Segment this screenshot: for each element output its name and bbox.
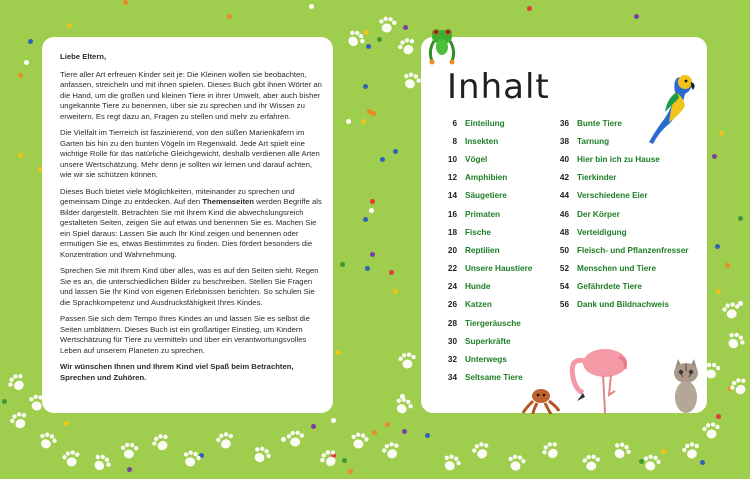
- letter-paragraph-5: Passen Sie sich dem Tempo Ihres Kindes an und lassen Sie es selbst die Seiten umblättern. Dieses Buch ist ein großartiger Einstieg, um Kindern Wertschätzung für Tiere zu vermitteln und über ein verantwortungsvolles Leben auf unserem Planeten zu sprechen.: [60, 314, 310, 355]
- toc-entry: [547, 223, 688, 241]
- toc-entry: [435, 278, 532, 296]
- paw-print-icon: [177, 445, 204, 472]
- background-dot: [634, 14, 639, 19]
- letter-p3-intro: Dieses Buch bietet viele Möglichkeiten, miteinander zu sprechen und gemeinsam Dinge zu entdecken. Auf den: [60, 186, 295, 206]
- toc-entry: [435, 169, 532, 187]
- paw-print-icon: [146, 428, 176, 458]
- background-dot: [527, 6, 532, 11]
- background-dot: [370, 252, 375, 257]
- paw-print-icon: [467, 437, 496, 466]
- toc-entry: [435, 350, 532, 368]
- background-dot: [370, 199, 375, 204]
- paw-print-icon: [724, 372, 750, 402]
- background-dot: [389, 270, 394, 275]
- toc-entry-title: Fische: [465, 227, 491, 237]
- toc-entry: [547, 187, 688, 205]
- paw-print-icon: [638, 450, 665, 477]
- background-dot: [363, 217, 368, 222]
- paw-print-icon: [375, 13, 399, 37]
- paw-print-icon: [340, 24, 371, 55]
- paw-print-icon: [503, 450, 528, 475]
- background-dot: [403, 25, 408, 30]
- background-dot: [719, 131, 724, 136]
- paw-print-icon: [377, 437, 406, 466]
- toc-entry-title: Superkräfte: [465, 336, 511, 346]
- background-dot: [716, 289, 721, 294]
- toc-entry: [435, 187, 532, 205]
- toc-page-number: 48: [559, 227, 569, 237]
- toc-entry-title: Reptilien: [465, 245, 500, 255]
- paw-print-icon: [246, 440, 276, 470]
- background-dot: [712, 154, 717, 159]
- background-dot: [425, 433, 430, 438]
- toc-page-number: 26: [447, 300, 457, 310]
- paw-print-icon: [718, 298, 744, 324]
- parents-letter: [60, 52, 322, 389]
- paw-print-icon: [346, 428, 372, 454]
- letter-paragraph-2: Die Vielfalt im Tierreich ist faszinierend, von den süßen Marienkäfern im Garten bis hin zu den bunten Vögeln im Regenwald. Jede Art spielt eine wichtige Rolle für das natürliche Gleichgewicht, deshalb verdienen alle Arten unsere Wertschätzung. Mehr denn je sollten wir lernen und darauf achten, wie wir sie schützen können.: [60, 128, 320, 179]
- letter-p3-rest: werden Begriffe als Bilder dargestellt. Betrachten Sie mit Ihrem Kind die abwechslungsreich gestalteten Seiten, zeigen Sie auf etwas und benennen Sie es. Machen Sie ein Spiel daraus: Lassen Sie auch Ihr Kind zeigen und benennen oder ermutigen Sie es, etwas Bestimmtes zu finden. Dies fördert besonders die Konzentration und Wahrnehmung.: [60, 197, 322, 259]
- toc-entry-title: Hier bin ich zu Hause: [577, 154, 660, 164]
- toc-page-number: 42: [559, 173, 569, 183]
- toc-entry-title: Verteidigung: [577, 227, 627, 237]
- toc-entry: [435, 132, 532, 150]
- toc-entry: [435, 241, 532, 259]
- toc-page-number: 6: [452, 118, 457, 128]
- toc-page-number: 54: [559, 282, 569, 292]
- background-dot: [18, 153, 23, 158]
- letter-greeting: Liebe Eltern,: [60, 52, 107, 61]
- toc-page-number: 56: [559, 300, 569, 310]
- toc-page-number: 14: [447, 191, 457, 201]
- background-dot: [311, 424, 316, 429]
- toc-entry-title: Katzen: [465, 300, 492, 310]
- paw-print-icon: [720, 326, 750, 357]
- toc-entry: [435, 332, 532, 350]
- background-dot: [24, 60, 29, 65]
- background-dot: [123, 0, 128, 5]
- background-dot: [64, 421, 69, 426]
- toc-entry-title: Hunde: [465, 282, 491, 292]
- paw-print-icon: [698, 418, 723, 443]
- background-dot: [369, 208, 374, 213]
- paw-print-icon: [211, 427, 238, 454]
- toc-page-number: 20: [447, 245, 457, 255]
- toc-entry: [547, 205, 688, 223]
- toc-page-number: 38: [559, 136, 569, 146]
- letter-paragraph-3: [60, 187, 322, 261]
- background-dot: [393, 149, 398, 154]
- paw-print-icon: [395, 349, 420, 374]
- letter-closing: Wir wünschen Ihnen und Ihrem Kind viel Spaß beim Betrachten, Sprechen und Zuhören.: [60, 362, 294, 382]
- paw-print-icon: [118, 440, 141, 463]
- toc-entry-title: Unterwegs: [465, 355, 507, 365]
- background-dot: [346, 119, 351, 124]
- toc-entry-title: Insekten: [465, 136, 499, 146]
- toc-entry: [435, 369, 532, 387]
- letter-paragraph-4: Sprechen Sie mit Ihrem Kind über alles, was es auf den Seiten sieht. Regen Sie es an, die unterschiedlichen Bilder zu beschreiben. Stellen Sie Fragen und lassen Sie Ihr Kind von eigenen Erlebnissen berichten. So schulen Sie die Sprachkompetenz und Ausdrucksfähigkeit Ihres Kindes.: [60, 266, 319, 307]
- parrot-illustration: [647, 72, 699, 147]
- background-dot: [309, 4, 314, 9]
- toc-page-number: 24: [447, 282, 457, 292]
- toc-page-number: 34: [447, 373, 457, 383]
- toc-page-number: 30: [447, 336, 457, 346]
- toc-entry-title: Seltsame Tiere: [465, 373, 523, 383]
- background-dot: [340, 262, 345, 267]
- toc-entry: [547, 150, 688, 168]
- background-dot: [361, 119, 366, 124]
- paw-print-icon: [388, 391, 417, 420]
- toc-page-number: 40: [559, 154, 569, 164]
- background-dot: [377, 37, 382, 42]
- paw-print-icon: [86, 448, 117, 479]
- paw-print-icon: [314, 444, 345, 475]
- toc-page-number: 52: [559, 264, 569, 274]
- toc-entry: [547, 241, 688, 259]
- toc-entry: [435, 296, 532, 314]
- toc-entry-title: Bunte Tiere: [577, 118, 622, 128]
- octopus-illustration: [521, 387, 561, 415]
- toc-column-left: [435, 114, 532, 387]
- letter-p3-keyword: Themenseiten: [202, 197, 255, 206]
- background-dot: [127, 467, 132, 472]
- toc-entry: [547, 278, 688, 296]
- toc-entry: [547, 169, 688, 187]
- toc-entry-title: Amphibien: [465, 173, 508, 183]
- toc-entry: [547, 260, 688, 278]
- toc-title: Inhalt: [447, 67, 550, 107]
- background-dot: [227, 14, 232, 19]
- paw-print-icon: [606, 436, 636, 466]
- paw-print-icon: [283, 427, 306, 450]
- toc-entry-title: Tarnung: [577, 136, 610, 146]
- paw-print-icon: [33, 427, 61, 455]
- toc-page-number: 10: [447, 154, 457, 164]
- toc-page-number: 32: [447, 355, 457, 365]
- background-dot: [363, 84, 368, 89]
- toc-entry-title: Dank und Bildnachweis: [577, 300, 669, 310]
- toc-entry: [435, 260, 532, 278]
- background-dot: [67, 23, 72, 28]
- background-dot: [28, 39, 33, 44]
- toc-page-number: 44: [559, 191, 569, 201]
- frog-illustration: [424, 25, 460, 69]
- background-dot: [380, 157, 385, 162]
- paw-print-icon: [536, 436, 567, 467]
- paw-print-icon: [58, 446, 84, 472]
- background-dot: [393, 289, 398, 294]
- letter-paragraph-1: Tiere aller Art erfreuen Kinder seit je: Die Kleinen wollen sie beobachten, anfassen, streicheln und mit ihnen spielen. Dieses Buch gibt ihnen Wörter an die Hand, um die großen und kleinen Tiere in ihrer Umwelt, aber auch bisher ungekannte Tiere zu benennen, über sie zu sprechen und ihr Wissen zu erweitern. Es regt dazu an, Fragen zu stellen und mehr zu erfahren.: [60, 69, 322, 121]
- toc-entry-title: Tierkinder: [577, 173, 617, 183]
- toc-page-number: 8: [452, 136, 457, 146]
- toc-entry: [435, 150, 532, 168]
- background-dot: [372, 430, 377, 435]
- toc-page-number: 12: [447, 173, 457, 183]
- toc-page-number: 46: [559, 209, 569, 219]
- background-dot: [336, 350, 341, 355]
- background-dot: [385, 422, 390, 427]
- toc-entry: [435, 114, 532, 132]
- background-dot: [18, 73, 23, 78]
- background-dot: [402, 429, 407, 434]
- background-dot: [367, 109, 372, 114]
- background-dot: [725, 263, 730, 268]
- toc-entry-title: Fleisch- und Pflanzenfresser: [577, 245, 689, 255]
- paw-print-icon: [579, 451, 602, 474]
- toc-page-number: 16: [447, 209, 457, 219]
- background-dot: [715, 244, 720, 249]
- toc-entry: [435, 223, 532, 241]
- background-dot: [366, 44, 371, 49]
- background-dot: [738, 216, 743, 221]
- toc-entry: [435, 314, 532, 332]
- background-dot: [371, 111, 376, 116]
- toc-entry-title: Menschen und Tiere: [577, 264, 657, 274]
- toc-entry-title: Tiergeräusche: [465, 318, 521, 328]
- toc-page-number: 18: [447, 227, 457, 237]
- toc-entry-title: Einteilung: [465, 118, 505, 128]
- toc-page-number: 50: [559, 245, 569, 255]
- parents-letter-card: [42, 37, 333, 413]
- toc-entry: [435, 205, 532, 223]
- kitten-illustration: [669, 359, 703, 415]
- toc-entry-title: Verschiedene Eier: [577, 191, 648, 201]
- paw-print-icon: [436, 448, 465, 477]
- toc-page-number: 36: [559, 118, 569, 128]
- toc-entry-title: Der Körper: [577, 209, 620, 219]
- background-dot: [348, 469, 353, 474]
- background-dot: [331, 418, 336, 423]
- toc-entry-title: Säugetiere: [465, 191, 507, 201]
- background-dot: [700, 460, 705, 465]
- toc-page-number: 28: [447, 318, 457, 328]
- table-of-contents-card: [421, 37, 707, 413]
- toc-entry-title: Primaten: [465, 209, 501, 219]
- toc-entry-title: Gefährdete Tiere: [577, 282, 642, 292]
- background-dot: [2, 399, 7, 404]
- toc-entry: [547, 296, 688, 314]
- flamingo-illustration: [563, 337, 638, 413]
- toc-page-number: 22: [447, 264, 457, 274]
- toc-entry-title: Unsere Haustiere: [465, 264, 533, 274]
- toc-entry-title: Vögel: [465, 154, 488, 164]
- background-dot: [365, 266, 370, 271]
